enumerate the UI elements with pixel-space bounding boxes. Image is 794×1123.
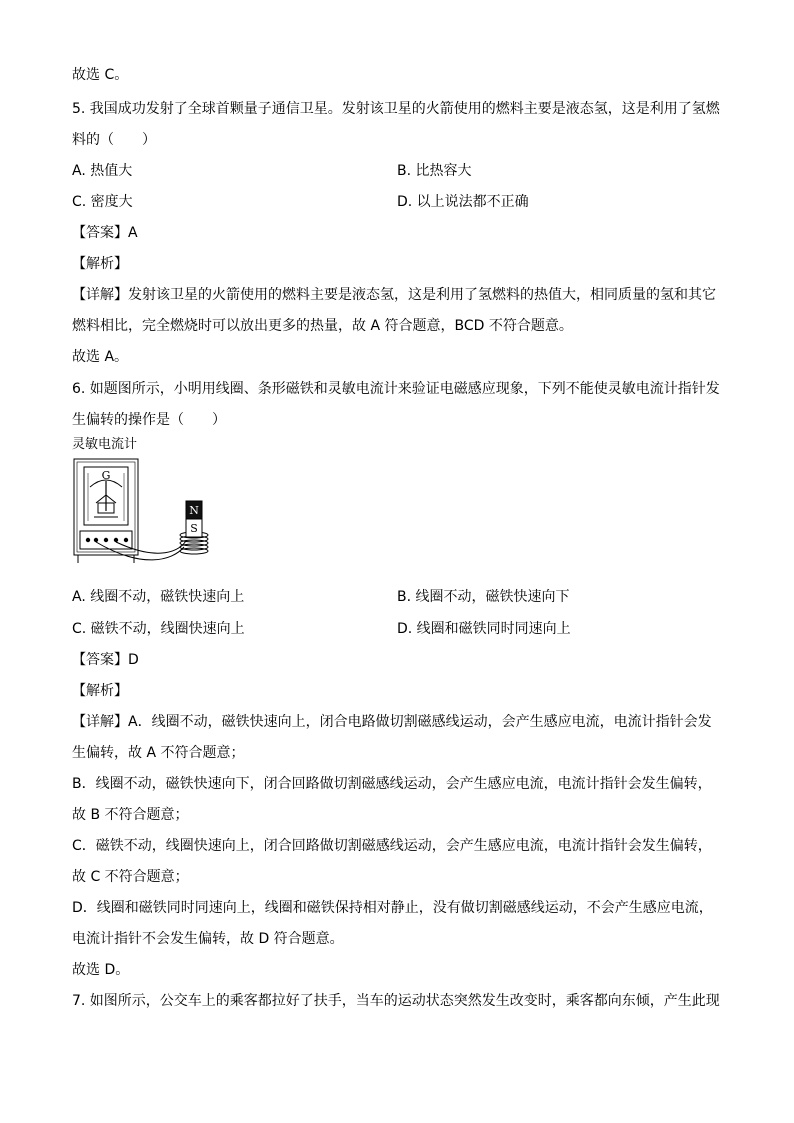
magnet-north-label: N [189, 504, 199, 517]
q7-stem-line-1: 7. 如图所示，公交车上的乘客都拉好了扶手，当车的运动状态突然发生改变时，乘客都向东倾，产生此现 [72, 993, 720, 1009]
q5-option-c: C. 密度大 [72, 194, 133, 210]
wire-2 [116, 541, 186, 553]
q6-option-d: D. 线圈和磁铁同时同速向上 [397, 621, 571, 637]
q5-stem-line-2: 料的（ ） [72, 132, 156, 148]
q6-stem-line-2: 生偏转的操作是（ ） [72, 412, 226, 428]
q6-detail-line-3: B．线圈不动，磁铁快速向下，闭合回路做切割磁感线运动，会产生感应电流，电流计指针会发生偏转， [72, 776, 712, 792]
q6-detail-line-6: 故 C 不符合题意； [72, 869, 189, 885]
q4-conclusion: 故选 C。 [72, 67, 129, 83]
figure-caption: 灵敏电流计 [72, 437, 138, 452]
q6-conclusion: 故选 D。 [72, 962, 130, 978]
q6-stem-line-1: 6. 如题图所示，小明用线圈、条形磁铁和灵敏电流计来验证电磁感应现象，下列不能使灵敏电流计指针发 [72, 381, 720, 397]
q6-detail-line-7: D．线圈和磁铁同时同速向上，线圈和磁铁保持相对静止，没有做切割磁感线运动，不会产生感应电流， [72, 900, 713, 916]
q5-detail-line-2: 燃料相比，完全燃烧时可以放出更多的热量，故 A 符合题意，BCD 不符合题意。 [72, 318, 573, 334]
galvanometer-circuit-diagram [72, 451, 232, 577]
q5-stem-line-1: 5. 我国成功发射了全球首颗量子通信卫星。发射该卫星的火箭使用的燃料主要是液态氢，这是利用了氢燃 [72, 101, 720, 117]
q6-detail-line-1: 【详解】A．线圈不动，磁铁快速向上，闭合电路做切割磁感线运动，会产生感应电流，电流计指针会发 [72, 714, 712, 730]
q5-conclusion: 故选 A。 [72, 349, 129, 365]
q6-analysis-label: 【解析】 [72, 683, 128, 699]
q5-answer: 【答案】A [72, 225, 138, 241]
q6-option-b: B. 线圈不动，磁铁快速向下 [397, 589, 570, 605]
meter-letter: G [101, 469, 111, 482]
q6-detail-line-2: 生偏转，故 A 不符合题意； [72, 745, 245, 761]
q6-option-c: C. 磁铁不动，线圈快速向上 [72, 621, 245, 637]
magnet-south-label: S [190, 522, 198, 535]
q5-analysis-label: 【解析】 [72, 256, 128, 272]
q6-detail-line-8: 电流计指针不会发生偏转，故 D 符合题意。 [72, 931, 344, 947]
q6-figure [72, 437, 232, 577]
q5-option-d: D. 以上说法都不正确 [397, 194, 529, 210]
q5-option-a: A. 热值大 [72, 163, 133, 179]
q5-option-b: B. 比热容大 [397, 163, 472, 179]
q6-detail-line-4: 故 B 不符合题意； [72, 807, 189, 823]
q5-detail-line-1: 【详解】发射该卫星的火箭使用的燃料主要是液态氢，这是利用了氢燃料的热值大，相同质量的氢和其它 [72, 287, 716, 303]
q6-answer: 【答案】D [72, 652, 139, 668]
q6-option-a: A. 线圈不动，磁铁快速向上 [72, 589, 245, 605]
q6-detail-line-5: C．磁铁不动，线圈快速向上，闭合回路做切割磁感线运动，会产生感应电流，电流计指针会发生偏转， [72, 838, 712, 854]
